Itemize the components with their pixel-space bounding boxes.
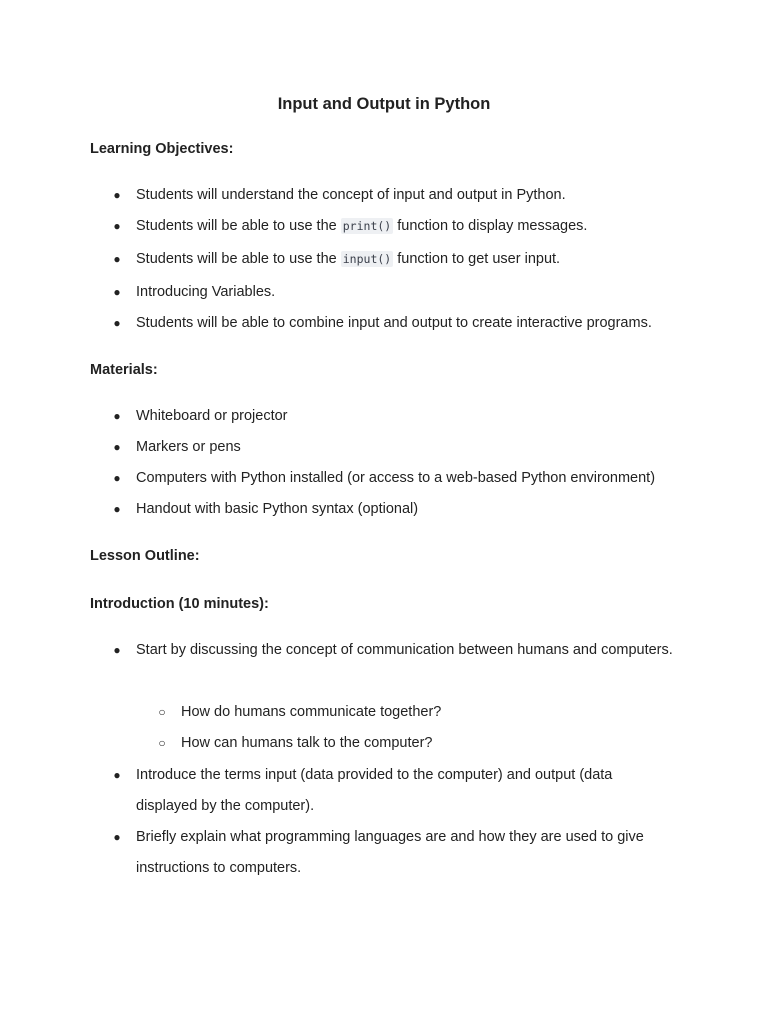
bullet: ● [113, 643, 121, 657]
bullet: ● [113, 830, 121, 844]
heading-materials: Materials: [90, 362, 158, 378]
list-item [136, 216, 587, 236]
list-item: Handout with basic Python syntax (optional) [136, 501, 419, 517]
heading-introduction: Introduction (10 minutes): [90, 596, 269, 612]
bullet: ● [113, 188, 121, 202]
bullet: ● [113, 768, 121, 782]
bullet: ● [113, 471, 121, 485]
list-item-text: Students will be able to use the [136, 218, 341, 234]
list-item: Introducing Variables. [136, 284, 276, 300]
heading-lesson-outline: Lesson Outline: [90, 548, 200, 564]
bullet: ● [113, 285, 121, 299]
sub-list-item: How can humans talk to the computer? [181, 735, 433, 751]
sub-bullet: ○ [158, 705, 166, 719]
list-item: Introduce the terms input (data provided to the computer) and output (data displayed by the computer). [136, 767, 613, 814]
bullet: ● [113, 409, 121, 423]
list-item: Markers or pens [136, 439, 241, 455]
list-item: Briefly explain what programming languages are and how they are used to give instructions to computers. [136, 829, 644, 876]
bullet: ● [113, 502, 121, 516]
heading-learning-objectives: Learning Objectives: [90, 141, 234, 157]
inline-code: print() [342, 219, 392, 233]
list-item-text: Students will be able to use the [136, 251, 341, 267]
document-title: Input and Output in Python [277, 95, 491, 113]
list-item: Students will understand the concept of input and output in Python. [136, 187, 566, 203]
list-item-text: function to display messages. [393, 218, 588, 234]
bullet: ● [113, 252, 121, 266]
list-item: Whiteboard or projector [136, 408, 288, 424]
list-item: Start by discussing the concept of communication between humans and computers. [136, 642, 673, 658]
list-item-text: function to get user input. [393, 251, 561, 267]
sub-bullet: ○ [158, 736, 166, 750]
inline-code: input() [342, 252, 392, 266]
sub-list-item: How do humans communicate together? [181, 704, 442, 720]
bullet: ● [113, 316, 121, 330]
bullet: ● [113, 440, 121, 454]
list-item: Computers with Python installed (or access to a web-based Python environment) [136, 470, 656, 486]
list-item [136, 249, 560, 269]
list-item: Students will be able to combine input and output to create interactive programs. [136, 315, 652, 331]
bullet: ● [113, 219, 121, 233]
